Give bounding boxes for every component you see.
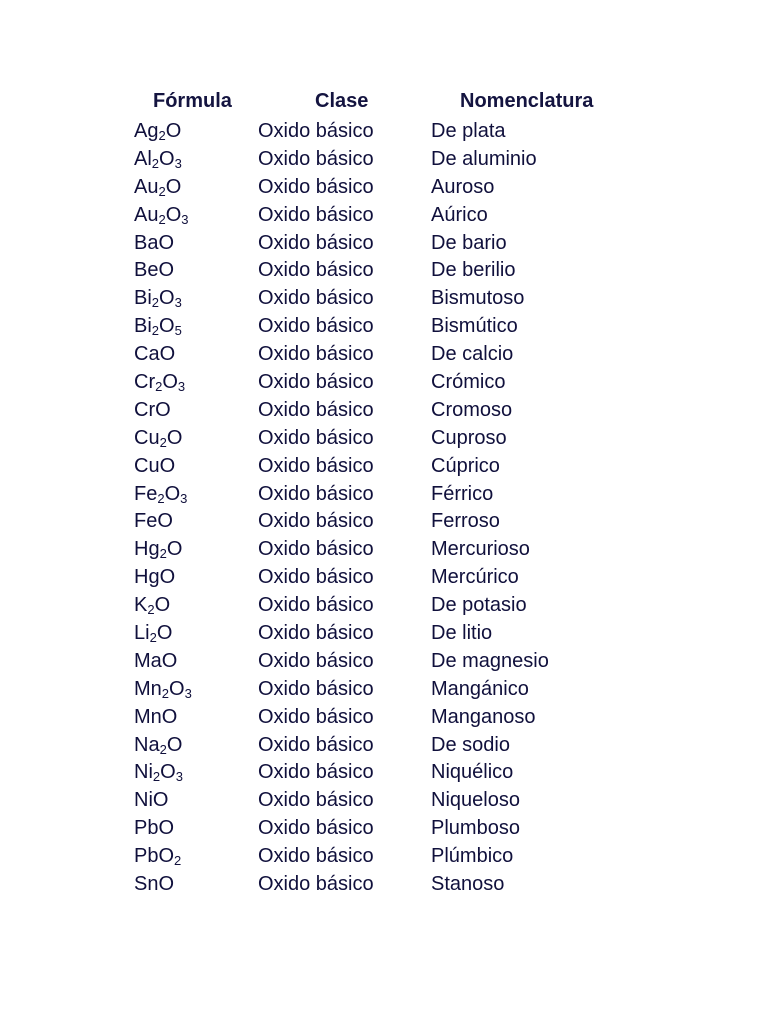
formula-symbol: K bbox=[134, 594, 148, 617]
formula-symbol: PbO bbox=[134, 817, 175, 840]
clase-cell: Oxido básico bbox=[258, 705, 374, 728]
formula-symbol: HgO bbox=[134, 566, 176, 589]
nomenclatura-cell: De plata bbox=[431, 120, 506, 142]
formula-subscript: 2 bbox=[161, 685, 170, 701]
formula-subscript: 2 bbox=[174, 853, 182, 869]
formula-subscript: 2 bbox=[159, 434, 167, 450]
formula-symbol: NiO bbox=[134, 789, 169, 812]
clase-cell: Oxido básico bbox=[258, 538, 374, 561]
nomenclatura-cell: Mercúrico bbox=[431, 566, 519, 589]
nomenclatura-cell: Férrico bbox=[431, 482, 494, 505]
nomenclatura-cell: De berilio bbox=[431, 259, 516, 282]
table-row bbox=[0, 870, 768, 898]
formula-subscript: 3 bbox=[174, 295, 182, 311]
table-row bbox=[0, 117, 768, 145]
formula-cell bbox=[134, 312, 182, 340]
clase-cell: Oxido básico bbox=[258, 426, 374, 449]
nomenclatura-cell: Manganoso bbox=[431, 705, 536, 728]
formula-cell bbox=[134, 507, 173, 535]
formula-cell bbox=[134, 870, 174, 898]
formula-subscript: 2 bbox=[155, 379, 163, 395]
nomenclatura-cell: Cúprico bbox=[431, 454, 500, 477]
formula-symbol: O bbox=[159, 147, 175, 170]
formula-cell bbox=[134, 758, 183, 786]
table-row bbox=[0, 396, 768, 424]
table-row bbox=[0, 312, 768, 340]
clase-cell: Oxido básico bbox=[258, 677, 374, 700]
formula-symbol: Ag bbox=[134, 120, 159, 142]
formula-subscript: 2 bbox=[158, 128, 166, 143]
formula-cell bbox=[134, 340, 175, 368]
clase-cell: Oxido básico bbox=[258, 733, 374, 756]
formula-subscript: 3 bbox=[175, 769, 183, 785]
nomenclatura-cell: Auroso bbox=[431, 175, 495, 198]
formula-subscript: 3 bbox=[174, 155, 182, 171]
nomenclatura-cell: Aúrico bbox=[431, 203, 488, 226]
formula-symbol: O bbox=[166, 733, 183, 756]
table-header bbox=[0, 87, 768, 115]
formula-cell bbox=[134, 591, 170, 619]
table-row bbox=[0, 368, 768, 396]
formula-symbol: O bbox=[165, 120, 182, 142]
table-row bbox=[0, 256, 768, 284]
formula-symbol: MaO bbox=[134, 649, 178, 672]
nomenclatura-cell: De potasio bbox=[431, 594, 527, 617]
formula-subscript: 3 bbox=[180, 490, 188, 506]
formula-symbol: CuO bbox=[134, 454, 176, 477]
formula-symbol: Hg bbox=[134, 538, 160, 561]
nomenclatura-cell: Plúmbico bbox=[431, 845, 514, 868]
clase-cell: Oxido básico bbox=[258, 845, 374, 868]
clase-cell: Oxido básico bbox=[258, 231, 374, 254]
formula-symbol: Bi bbox=[134, 287, 152, 310]
table-body bbox=[0, 117, 768, 898]
clase-cell: Oxido básico bbox=[258, 482, 374, 505]
formula-cell bbox=[134, 619, 172, 647]
nomenclatura-cell: Mangánico bbox=[431, 677, 529, 700]
formula-cell bbox=[134, 647, 177, 675]
nomenclatura-cell: De magnesio bbox=[431, 649, 549, 672]
clase-cell: Oxido básico bbox=[258, 873, 374, 896]
formula-symbol: Au bbox=[134, 175, 159, 198]
formula-subscript: 2 bbox=[149, 630, 157, 646]
oxides-table bbox=[0, 87, 768, 898]
formula-subscript: 2 bbox=[159, 546, 167, 562]
clase-cell: Oxido básico bbox=[258, 371, 374, 394]
table-row bbox=[0, 201, 768, 229]
formula-cell bbox=[134, 786, 168, 814]
formula-symbol: O bbox=[156, 622, 173, 645]
table-row bbox=[0, 340, 768, 368]
formula-cell bbox=[134, 173, 181, 201]
nomenclatura-cell: Crómico bbox=[431, 371, 506, 394]
header-formula: Fórmula bbox=[153, 90, 232, 112]
formula-subscript: 2 bbox=[151, 155, 160, 171]
formula-symbol: PbO bbox=[134, 845, 175, 868]
clase-cell: Oxido básico bbox=[258, 761, 374, 784]
nomenclatura-cell: Ferroso bbox=[431, 510, 500, 533]
nomenclatura-cell: Niqueloso bbox=[431, 789, 520, 812]
formula-cell bbox=[134, 703, 177, 731]
formula-subscript: 2 bbox=[158, 211, 166, 227]
table-row bbox=[0, 786, 768, 814]
nomenclatura-cell: Bismútico bbox=[431, 315, 518, 338]
formula-symbol: Cu bbox=[134, 426, 160, 449]
formula-symbol: Cr bbox=[134, 371, 156, 394]
clase-cell: Oxido básico bbox=[258, 649, 374, 672]
clase-cell: Oxido básico bbox=[258, 315, 374, 338]
formula-cell bbox=[134, 535, 182, 563]
formula-symbol: BeO bbox=[134, 259, 175, 282]
clase-cell: Oxido básico bbox=[258, 510, 374, 533]
formula-subscript: 2 bbox=[159, 741, 167, 757]
clase-cell: Oxido básico bbox=[258, 454, 374, 477]
formula-symbol: BaO bbox=[134, 231, 175, 254]
clase-cell: Oxido básico bbox=[258, 817, 374, 840]
clase-cell: Oxido básico bbox=[258, 259, 374, 282]
table-row bbox=[0, 535, 768, 563]
formula-cell bbox=[134, 368, 185, 396]
formula-cell bbox=[134, 480, 187, 508]
table-row bbox=[0, 424, 768, 452]
formula-cell bbox=[134, 563, 175, 591]
formula-symbol: O bbox=[166, 538, 183, 561]
formula-symbol: O bbox=[162, 371, 178, 394]
formula-symbol: CrO bbox=[134, 398, 171, 421]
formula-subscript: 2 bbox=[151, 323, 160, 339]
formula-symbol: O bbox=[160, 761, 176, 784]
nomenclatura-cell: Mercurioso bbox=[431, 538, 530, 561]
formula-symbol: Fe bbox=[134, 482, 158, 505]
nomenclatura-cell: De calcio bbox=[431, 343, 514, 366]
nomenclatura-cell: De litio bbox=[431, 622, 493, 645]
formula-subscript: 3 bbox=[181, 211, 189, 227]
nomenclatura-cell: Plumboso bbox=[431, 817, 520, 840]
formula-symbol: CaO bbox=[134, 343, 176, 366]
table-row bbox=[0, 452, 768, 480]
clase-cell: Oxido básico bbox=[258, 566, 374, 589]
formula-symbol: Ni bbox=[134, 761, 153, 784]
clase-cell: Oxido básico bbox=[258, 343, 374, 366]
table-row bbox=[0, 647, 768, 675]
formula-subscript: 2 bbox=[151, 295, 160, 311]
formula-cell bbox=[134, 424, 182, 452]
table-row bbox=[0, 758, 768, 786]
table-row bbox=[0, 507, 768, 535]
formula-symbol: Na bbox=[134, 733, 160, 756]
formula-cell bbox=[134, 452, 175, 480]
formula-cell bbox=[134, 396, 171, 424]
nomenclatura-cell: Bismutoso bbox=[431, 287, 525, 310]
clase-cell: Oxido básico bbox=[258, 287, 374, 310]
formula-symbol: Bi bbox=[134, 315, 152, 338]
header-clase: Clase bbox=[315, 90, 369, 112]
table-row bbox=[0, 563, 768, 591]
formula-symbol: MnO bbox=[134, 705, 178, 728]
nomenclatura-cell: Cromoso bbox=[431, 398, 513, 421]
formula-subscript: 5 bbox=[174, 323, 182, 339]
formula-symbol: O bbox=[165, 175, 182, 198]
table-row bbox=[0, 145, 768, 173]
nomenclatura-cell: Niquélico bbox=[431, 761, 514, 784]
formula-symbol: Al bbox=[134, 147, 152, 170]
nomenclatura-cell: Stanoso bbox=[431, 873, 505, 896]
formula-symbol: O bbox=[159, 315, 175, 338]
table-row bbox=[0, 619, 768, 647]
formula-symbol: Li bbox=[134, 622, 150, 645]
formula-cell bbox=[134, 256, 174, 284]
nomenclatura-cell: De aluminio bbox=[431, 147, 537, 170]
table-row bbox=[0, 284, 768, 312]
formula-symbol: SnO bbox=[134, 873, 175, 896]
clase-cell: Oxido básico bbox=[258, 203, 374, 226]
formula-symbol: Mn bbox=[134, 677, 162, 700]
formula-symbol: O bbox=[154, 594, 171, 617]
clase-cell: Oxido básico bbox=[258, 789, 374, 812]
table-row bbox=[0, 814, 768, 842]
formula-cell bbox=[134, 229, 174, 257]
table-row bbox=[0, 229, 768, 257]
clase-cell: Oxido básico bbox=[258, 594, 374, 617]
table-row bbox=[0, 173, 768, 201]
formula-subscript: 2 bbox=[152, 769, 161, 785]
table-row bbox=[0, 675, 768, 703]
formula-cell bbox=[134, 675, 192, 703]
clase-cell: Oxido básico bbox=[258, 147, 374, 170]
clase-cell: Oxido básico bbox=[258, 175, 374, 198]
formula-subscript: 2 bbox=[147, 602, 155, 618]
clase-cell: Oxido básico bbox=[258, 622, 374, 645]
formula-cell bbox=[134, 201, 189, 229]
formula-subscript: 2 bbox=[158, 183, 166, 199]
table-row bbox=[0, 480, 768, 508]
table-row bbox=[0, 731, 768, 759]
formula-symbol: O bbox=[159, 287, 175, 310]
formula-cell bbox=[134, 145, 182, 173]
formula-cell bbox=[134, 284, 182, 312]
formula-subscript: 3 bbox=[177, 379, 186, 395]
formula-symbol: O bbox=[166, 426, 183, 449]
formula-symbol: O bbox=[169, 677, 185, 700]
table-row bbox=[0, 703, 768, 731]
table-row bbox=[0, 591, 768, 619]
formula-cell bbox=[134, 842, 181, 870]
formula-symbol: O bbox=[165, 203, 182, 226]
clase-cell: Oxido básico bbox=[258, 120, 374, 142]
nomenclatura-cell: Cuproso bbox=[431, 426, 507, 449]
table-row bbox=[0, 842, 768, 870]
formula-symbol: Au bbox=[134, 203, 159, 226]
clase-cell: Oxido básico bbox=[258, 398, 374, 421]
formula-symbol: O bbox=[164, 482, 181, 505]
formula-subscript: 3 bbox=[184, 685, 192, 701]
nomenclatura-cell: De sodio bbox=[431, 733, 510, 756]
nomenclatura-cell: De bario bbox=[431, 231, 507, 254]
formula-symbol: FeO bbox=[134, 510, 173, 533]
formula-subscript: 2 bbox=[157, 490, 165, 506]
formula-cell bbox=[134, 117, 181, 145]
formula-cell bbox=[134, 731, 182, 759]
formula-cell bbox=[134, 814, 174, 842]
header-nomenclatura: Nomenclatura bbox=[460, 90, 594, 112]
